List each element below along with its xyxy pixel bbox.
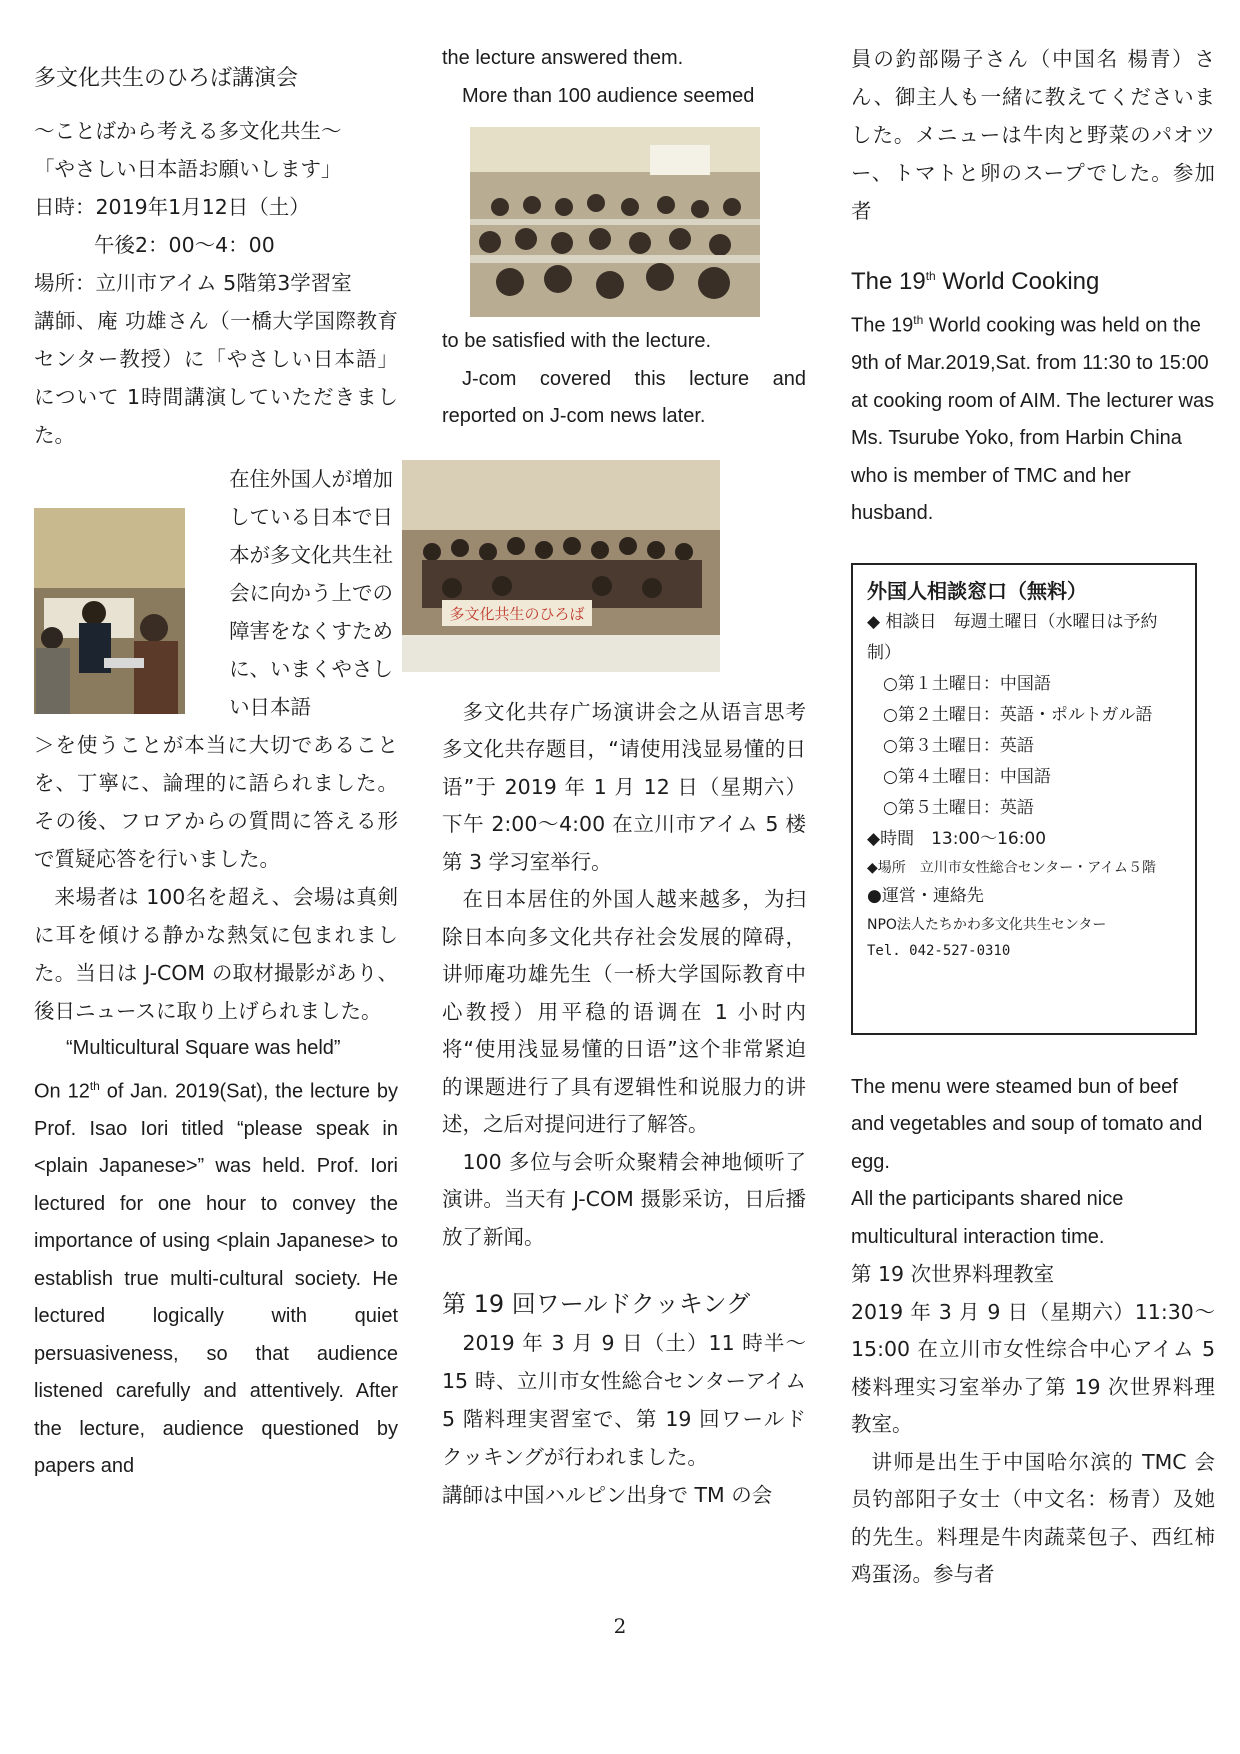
wc-title-sup: th (925, 269, 936, 283)
lecture-place: 場所：立川市アイム 5階第3学習室 (34, 271, 352, 295)
column-left (34, 40, 398, 1486)
wc-title-post: World Cooking (935, 268, 1100, 295)
consultation-npo: NPO法人たちかわ多文化共生センター (867, 916, 1107, 933)
en-cont-4: J-com covered this lecture and reported on J-com news later. (442, 367, 806, 427)
en-cont-3: to be satisfied with the lecture. (442, 330, 712, 352)
group-photo (402, 460, 720, 672)
lecture-title: 多文化共生のひろば講演会 (34, 66, 299, 91)
en-lecture-title: “Multicultural Square was held” (66, 1037, 341, 1059)
audience-photo (470, 127, 760, 317)
consultation-title: 外国人相談窓口（無料） (867, 578, 1087, 603)
photo-text-row (34, 460, 398, 726)
menu-en: The menu were steamed bun of beef and vegetables and soup of tomato and egg. (851, 1075, 1203, 1173)
lecture-photo-speaker (34, 508, 185, 714)
lecture-subtitle: 〜ことばから考える多文化共生〜 (34, 119, 342, 143)
zh-lecture-2: 在日本居住的外国人越来越多，为扫除日本向多文化共存社会发展的障碍，讲师庵功雄先生（一桥大学国际教育中心教授）用平稳的语调在 1 小时内将“使用浅显易懂的日语”这个非常紧迫的课题进行了具有逻辑性和说服力的讲述，之后对提问进行了解答。 (442, 887, 806, 1136)
column-right (851, 40, 1215, 1594)
en-date-prefix: On 12 (34, 1080, 90, 1103)
lecture-date: 日時：2019年1月12日（土） (34, 195, 310, 219)
cooking-title-jp: 第 19 回ワールドクッキング (442, 1290, 751, 1318)
wc-body-pre: The 19 (851, 314, 914, 337)
lecture-quote: 「やさしい日本語お願いします」 (34, 157, 342, 181)
consultation-time: ◆時間 13:00〜16:00 (867, 828, 1047, 849)
consultation-sat5: ○第５土曜日：英語 (883, 797, 1034, 818)
consultation-sat3: ○第３土曜日：英語 (883, 735, 1034, 756)
consultation-box (851, 563, 1197, 1035)
world-cooking-title (851, 256, 1215, 302)
consultation-sat1: ○第１土曜日：中国語 (883, 673, 1051, 694)
wc-body-text: World cooking was held on the 9th of Mar.2019,Sat. from 11:30 to 15:00 at cooking room of AIM. The lecturer was Ms. Tsurube Yoko, from Harbin China who is member of TMC and her husband. (851, 314, 1215, 525)
page-number: 2 (613, 1614, 627, 1638)
cooking-body-jp-2: 講師は中国ハルピン出身で TM の会 (442, 1483, 773, 1507)
lecture-time: 午後2：00〜4：00 (94, 233, 275, 257)
consultation-tel: Tel. 042-527-0310 (867, 942, 1011, 959)
en-lecture-body (34, 1068, 398, 1486)
lecture-lecturer: 講師、庵 功雄さん（一橋大学国際教育センター教授）に「やさしい日本語」について 1時間講演していただきました。 (34, 309, 398, 447)
en-cont-2: More than 100 audience seemed (462, 84, 755, 107)
lecture-body-wrap: 在住外国人が増加している日本で日本が多文化共生社会に向かう上での障害をなくすために、いまくやさしい日本語 (229, 467, 394, 719)
consultation-sat2: ○第２土曜日：英語・ポルトガル語 (883, 704, 1153, 725)
shared-en: All the participants shared nice multicultural interaction time. (851, 1188, 1124, 1248)
zh-lecture-1: 多文化共存广场演讲会之从语言思考多文化共存题目，“请使用浅显易懂的日语”于 2019 年 1 月 12 日（星期六）下午 2:00〜4:00 在立川市アイム 5 楼第 3 学习室举行。 (442, 699, 806, 874)
lecture-body-cont: ＞を使うことが本当に大切であることを、丁寧に、論理的に語られました。その後、フロアからの質問に答える形で質疑応答を行いました。 (34, 733, 398, 871)
en-body-text: of Jan. 2019(Sat), the lecture by Prof. Isao Iori titled “please speak in <plain Japanese>” was held. Prof. Iori lectured for one hour to convey the importance of using <plain Japanese> to establish true multi-cultural society. He lectured logically with quiet persuasiveness, so that audience listened carefully and attentively. After the lecture, audience questioned by papers and (34, 1080, 399, 1478)
wc-body-sup: th (913, 313, 924, 327)
consultation-day: ◆ 相談日 毎週土曜日（水曜日は予約制） (867, 611, 1158, 663)
banner-text: 多文化共生のひろば (449, 604, 585, 623)
en-date-sup: th (89, 1078, 100, 1093)
consultation-sat4: ○第４土曜日：中国語 (883, 766, 1051, 787)
consultation-org: ●運営・連絡先 (867, 885, 984, 906)
lecture-body-attendance: 来場者は 100名を超え、会場は真剣に耳を傾ける静かな熱気に包まれました。当日は J-COM の取材撮影があり、後日ニュースに取り上げられました。 (34, 885, 398, 1023)
world-cooking-body (851, 302, 1215, 533)
en-cont-1: the lecture answered them. (442, 47, 684, 69)
zh-lecture-3: 100 多位与会听众聚精会神地倾听了演讲。当天有 J-COM 摄影采访，日后播放了新闻。 (442, 1149, 806, 1249)
zh-cooking-body-2: 讲师是出生于中国哈尔滨的 TMC 会员钓部阳子女士（中文名：杨青）及她的先生。料理是牛肉蔬菜包子、西红柿鸡蛋汤。参与者 (851, 1449, 1215, 1587)
column-middle (442, 40, 806, 1514)
cooking-body-jp: 2019 年 3 月 9 日（土）11 時半〜15 時、立川市女性総合センターアイム 5 階料理実習室で、第 19 回ワールドクッキングが行われました。 (442, 1331, 806, 1469)
zh-cooking-body: 2019 年 3 月 9 日（星期六）11:30〜15:00 在立川市女性综合中心アイム 5 楼料理实习室举办了第 19 次世界料理教室。 (851, 1299, 1215, 1437)
wc-title-pre: The 19 (851, 268, 926, 295)
cooking-body-jp-cont: 員の釣部陽子さん（中国名 楊青）さん、御主人も一緒に教えてくださいました。メニューは牛肉と野菜のパオツー、トマトと卵のスープでした。参加者 (851, 47, 1215, 223)
zh-cooking-title: 第 19 次世界料理教室 (851, 1262, 1055, 1287)
consultation-place: ◆場所 立川市女性総合センター・アイム５階 (867, 859, 1156, 876)
